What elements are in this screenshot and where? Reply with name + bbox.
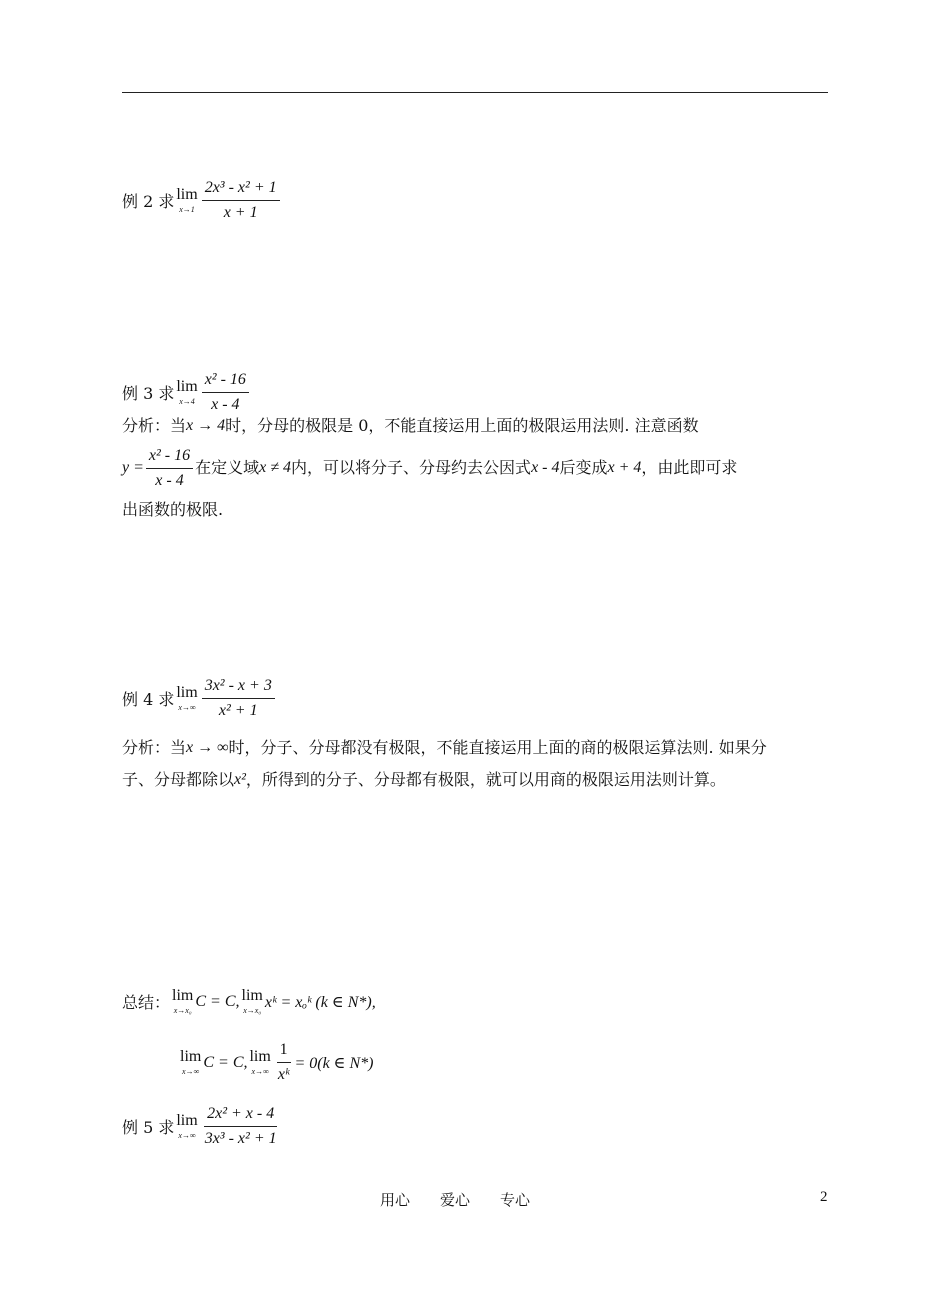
limit-operator: lim x→x₀ <box>172 987 194 1015</box>
example-4-analysis <box>122 732 828 796</box>
example-5-fraction <box>202 1104 280 1149</box>
example-3 <box>122 370 251 415</box>
function-fraction: $\frac{\text{x² - 16}}{x - 4}$ <box>146 446 193 491</box>
reciprocal-fraction: $\frac{1}{\text{xᵏ}}$ <box>277 1041 290 1083</box>
example-4 <box>122 676 277 721</box>
analysis-line-1: 分析：当 x → 4 时，分母的极限是 0，不能直接运用上面的极限运用法则. 注意函数 <box>122 416 699 435</box>
example-3-fraction <box>202 370 249 415</box>
denominator: x + 1 <box>223 204 258 221</box>
analysis-line-2: y = $\frac{\text{x² - 16}}{x - 4}$ 在定义域 x ≠ 4 内，可以将分子、分母约去公因式 x - 4 后变成 x + 4 ，由此即可求 <box>122 446 738 489</box>
summary-line-2: lim x→∞ C = C, lim x→∞ $\frac{1}{\text{xᵏ}}$ = 0(k ∈ N*) <box>180 1041 374 1083</box>
page-number: 2 <box>820 1189 828 1205</box>
limit-operator: lim x→∞ <box>249 1048 271 1076</box>
limit-operator: lim x→∞ <box>180 1048 202 1076</box>
example-5 <box>122 1104 282 1149</box>
limit-operator: lim x→∞ <box>176 684 198 712</box>
example-2-label: 例 2 求 <box>122 192 175 211</box>
header-rule <box>122 92 828 93</box>
analysis-line-2: 子、分母都除以 x² ，所得到的分子、分母都有极限，就可以用商的极限运用法则计算。 <box>122 770 726 789</box>
numerator: 2x³ - x² + 1 <box>202 178 280 201</box>
limit-operator: lim x→x₀ <box>241 987 263 1015</box>
numerator: 3x² - x + 3 <box>202 676 275 699</box>
example-2 <box>122 178 282 223</box>
example-4-label: 例 4 求 <box>122 690 175 709</box>
limit-operator: lim x→∞ <box>176 1112 198 1140</box>
example-3-analysis <box>122 410 828 526</box>
summary-label: 总结： <box>122 993 171 1012</box>
example-4-fraction <box>202 676 275 721</box>
summary-line-1: 总结： lim x→x₀ C = C, lim x→x₀ xᵏ = xₒᵏ (k ∈ N*), <box>122 987 376 1015</box>
denominator: x² + 1 <box>218 702 258 719</box>
limit-operator: lim x→1 <box>176 186 198 214</box>
example-3-label: 例 3 求 <box>122 384 175 403</box>
denominator: x - 4 <box>211 396 240 413</box>
denominator: 3x³ - x² + 1 <box>204 1130 277 1147</box>
numerator: x² - 16 <box>202 370 249 393</box>
numerator: 2x² + x - 4 <box>204 1104 277 1127</box>
footer-motto: 用心 爱心 专心 <box>380 1191 531 1209</box>
analysis-line-3: 出函数的极限. <box>122 500 224 519</box>
analysis-line-1: 分析：当 x → ∞ 时，分子、分母都没有极限，不能直接运用上面的商的极限运算法则. 如果分 <box>122 738 767 757</box>
example-2-fraction <box>202 178 280 223</box>
limit-operator: lim x→4 <box>176 378 198 406</box>
example-5-label: 例 5 求 <box>122 1118 175 1137</box>
